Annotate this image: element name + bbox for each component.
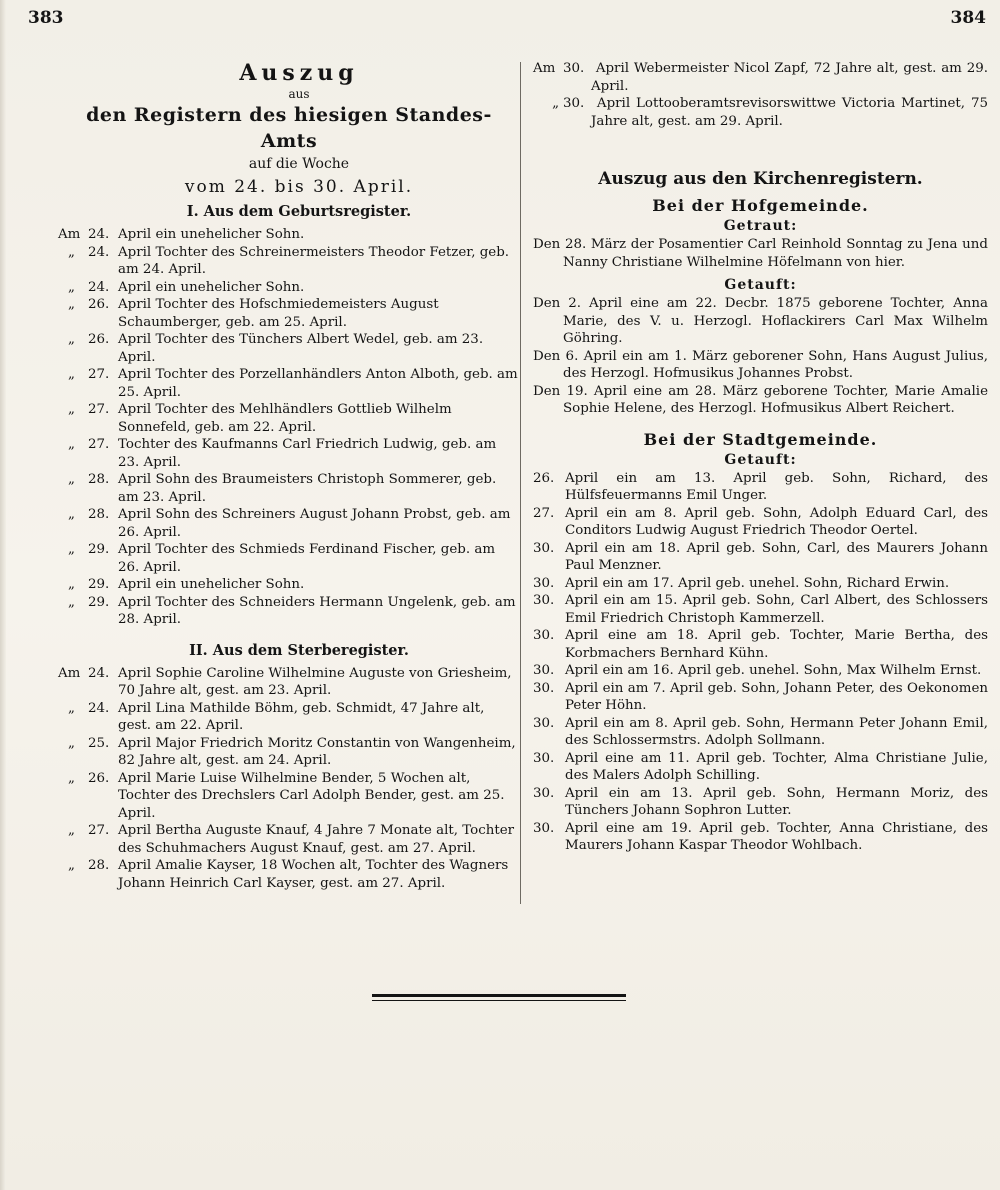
register-entry: [58, 822, 520, 857]
entry-day: 24.: [88, 279, 110, 295]
entry-text: April Tochter des Hofschmiedemeisters August Schaumberger, geb. am 25. April.: [118, 297, 439, 330]
page-number-left: 383: [28, 8, 64, 28]
entry-day: 30.: [533, 663, 555, 678]
closing-rule-thin: [372, 1000, 626, 1001]
entry-date-prefix: [533, 60, 591, 78]
page-edge-shadow: [0, 0, 6, 1190]
register-entry: [58, 665, 520, 700]
church-entry: Den 28. März der Posamentier Carl Reinhold Sonntag zu Jena und Nanny Christiane Wilhelmine Höfelmann von hier.: [533, 237, 988, 270]
church-entry: [533, 627, 988, 662]
entry-text: April Tochter des Porzellanhändlers Anton Alboth, geb. am 25. April.: [118, 367, 518, 400]
entry-ditto-mark: „: [68, 770, 75, 786]
entry-day: 24.: [88, 700, 110, 716]
entry-date-prefix: [58, 665, 118, 683]
entry-ditto-mark: „: [68, 402, 75, 417]
header-woche: auf die Woche: [248, 156, 350, 172]
entry-date-prefix: [58, 576, 118, 594]
entry-text: April Bertha Auguste Knauf, 4 Jahre 7 Monate alt, Tochter des Schuhmachers August Knauf, gest. am 27. April.: [118, 823, 515, 856]
entry-day: 30.: [533, 540, 555, 556]
entry-day: 27.: [88, 437, 110, 452]
entry-date-prefix: [58, 436, 118, 454]
court-baptized-heading: Getauft:: [724, 277, 797, 293]
entry-ditto-mark: Am: [533, 61, 556, 76]
entry-date-prefix: [58, 296, 118, 314]
entry-day: 24.: [88, 244, 110, 260]
entry-date-prefix: [58, 541, 118, 559]
register-entry: [58, 471, 520, 506]
entry-day: 30.: [533, 715, 555, 731]
town-parish-heading: Bei der Stadtgemeinde.: [643, 429, 878, 449]
entry-date-prefix: [533, 95, 591, 113]
entry-day: 30.: [533, 750, 555, 766]
entry-text: April Lina Mathilde Böhm, geb. Schmidt, 47 Jahre alt, gest. am 22. April.: [118, 700, 485, 733]
entry-text: April Tochter des Schreinermeisters Theodor Fetzer, geb. am 24. April.: [118, 244, 510, 277]
entry-text: April Tochter des Tünchers Albert Wedel, geb. am 23. April.: [118, 332, 484, 365]
death-register-heading: II. Aus dem Sterberegister.: [189, 641, 409, 659]
register-entry: [58, 366, 520, 401]
entry-date-prefix: [58, 471, 118, 489]
entry-day: 30.: [533, 593, 555, 608]
register-entry: [533, 60, 988, 95]
entry-text: April Sophie Caroline Wilhelmine Auguste von Griesheim, 70 Jahre alt, gest. am 23. April.: [118, 665, 512, 698]
entry-text: April ein unehelicher Sohn.: [118, 227, 305, 242]
register-entry: [58, 279, 520, 297]
right-column: [533, 60, 988, 855]
column-divider: [520, 62, 521, 904]
register-entry: [58, 331, 520, 366]
register-entry: [58, 296, 520, 331]
death-register-list: [58, 665, 520, 893]
married-heading: Getraut:: [723, 218, 798, 234]
entry-ditto-mark: „: [68, 858, 75, 873]
entry-ditto-mark: „: [68, 472, 75, 487]
entry-text: April Sohn des Schreiners August Johann Probst, geb. am 26. April.: [118, 507, 511, 540]
entry-date-prefix: [58, 244, 118, 262]
register-entry: [533, 95, 988, 130]
entry-text: April ein am 18. April geb. Sohn, Carl, des Maurers Johann Paul Menzner.: [565, 540, 988, 573]
church-entry: [533, 750, 988, 785]
entry-day: 29.: [88, 594, 110, 610]
register-entry: [58, 576, 520, 594]
entry-text: Tochter des Kaufmanns Carl Friedrich Ludwig, geb. am 23. April.: [118, 437, 497, 470]
entry-text: April Major Friedrich Moritz Constantin von Wangenheim, 82 Jahre alt, gest. am 24. April.: [118, 735, 516, 768]
entry-text: April ein unehelicher Sohn.: [118, 577, 305, 592]
entry-ditto-mark: Am: [58, 665, 81, 681]
entry-ditto-mark: „: [68, 577, 75, 592]
entry-ditto-mark: „: [68, 594, 75, 610]
header-dates: vom 24. bis 30. April.: [184, 177, 414, 197]
entry-ditto-mark: „: [68, 700, 75, 716]
entry-text: April ein unehelicher Sohn.: [118, 279, 305, 295]
entry-date-prefix: [58, 822, 118, 840]
church-entry: Den 2. April eine am 22. Decbr. 1875 geborene Tochter, Anna Marie, des V. u. Herzogl. Hoflackirers Carl Max Wilhelm Göhring.: [533, 296, 988, 346]
entry-day: 30.: [533, 575, 555, 591]
entry-day: 27.: [533, 505, 555, 521]
church-entry: [533, 575, 988, 593]
entry-ditto-mark: „: [68, 244, 75, 260]
entry-text: April ein am 15. April geb. Sohn, Carl Albert, des Schlossers Emil Friedrich Christoph Kammerzell.: [565, 593, 988, 626]
church-registers-heading: Auszug aus den Kirchenregistern.: [598, 169, 923, 189]
entry-date-prefix: [58, 226, 118, 244]
entry-ditto-mark: „: [68, 297, 75, 312]
register-entry: [58, 506, 520, 541]
entry-date-prefix: [58, 366, 118, 384]
register-entry: [58, 401, 520, 436]
entry-date-prefix: [58, 857, 118, 875]
entry-text: April ein am 16. April geb. unehel. Sohn, Max Wilhelm Ernst.: [565, 663, 982, 678]
entry-day: 30.: [533, 785, 555, 801]
church-entry: [533, 820, 988, 855]
page-number-right: 384: [950, 8, 986, 28]
entry-day: 25.: [88, 735, 110, 751]
entry-day: 28.: [88, 858, 110, 873]
register-entry: [58, 857, 520, 892]
header-title: Auszug: [239, 60, 359, 86]
entry-text: April ein am 17. April geb. unehel. Sohn, Richard Erwin.: [565, 575, 950, 591]
left-column: [58, 60, 520, 892]
entry-day: 26.: [88, 770, 110, 786]
entry-date-prefix: [58, 735, 118, 753]
entry-date-prefix: [58, 401, 118, 419]
entry-day: 30.: [533, 820, 555, 836]
closing-rule-thick: [372, 994, 626, 997]
entry-date-prefix: [58, 770, 118, 788]
entry-ditto-mark: „: [552, 96, 559, 111]
register-entry: [58, 735, 520, 770]
entry-text: April ein am 13. April geb. Sohn, Richard, des Hülfsfeuermanns Emil Unger.: [565, 470, 988, 503]
birth-register-heading: I. Aus dem Geburtsregister.: [186, 203, 412, 220]
entry-ditto-mark: Am: [58, 227, 81, 242]
entry-date-prefix: [58, 331, 118, 349]
church-entry: [533, 662, 988, 680]
church-entry: [533, 715, 988, 750]
register-entry: [58, 226, 520, 244]
entry-day: 29.: [88, 577, 110, 592]
entry-day: 24.: [88, 665, 110, 681]
entry-day: 24.: [88, 227, 110, 242]
death-register-continued: [533, 60, 988, 130]
entry-ditto-mark: „: [68, 823, 75, 838]
entry-day: 26.: [533, 470, 555, 486]
birth-register-list: [58, 226, 520, 629]
entry-date-prefix: [58, 594, 118, 612]
entry-text: April ein am 13. April geb. Sohn, Hermann Moriz, des Tünchers Johann Sophron Lutter.: [565, 785, 988, 818]
entry-text: April Lottooberamtsrevisorswittwe Victoria Martinet, 75 Jahre alt, gest. am 29. April.: [591, 96, 988, 129]
entry-text: April eine am 18. April geb. Tochter, Marie Bertha, des Korbmachers Bernhard Kühn.: [565, 628, 988, 661]
entry-text: April ein am 8. April geb. Sohn, Adolph Eduard Carl, des Conditors Ludwig August Friedrich Theodor Oertel.: [565, 505, 988, 538]
entry-text: April Webermeister Nicol Zapf, 72 Jahre alt, gest. am 29. April.: [591, 61, 988, 94]
entry-date-prefix: [58, 700, 118, 718]
entry-text: April Tochter des Mehlhändlers Gottlieb Wilhelm Sonnefeld, geb. am 22. April.: [118, 402, 452, 435]
church-entry: [533, 785, 988, 820]
entry-day: 27.: [88, 823, 110, 838]
entry-text: April Tochter des Schneiders Hermann Ungelenk, geb. am 28. April.: [118, 594, 516, 627]
entry-text: April Sohn des Braumeisters Christoph Sommerer, geb. am 23. April.: [118, 472, 497, 505]
entry-text: April Tochter des Schmieds Ferdinand Fischer, geb. am 26. April.: [118, 542, 496, 575]
entry-ditto-mark: „: [68, 542, 75, 557]
registry-header: [58, 60, 520, 200]
court-baptized-list: [533, 295, 988, 418]
register-entry: [58, 541, 520, 576]
entry-day: 30.: [533, 628, 555, 643]
entry-day: 30.: [563, 61, 585, 76]
entry-day: 30.: [563, 96, 585, 111]
entry-day: 30.: [533, 680, 555, 696]
entry-day: 27.: [88, 402, 110, 417]
entry-ditto-mark: „: [68, 437, 75, 452]
register-entry: [58, 244, 520, 279]
entry-day: 26.: [88, 332, 110, 347]
entry-ditto-mark: „: [68, 735, 75, 751]
church-entry: Den 6. April ein am 1. März geborener Sohn, Hans August Julius, des Herzogl. Hofmusikus Johannes Probst.: [533, 348, 988, 381]
register-entry: [58, 594, 520, 629]
entry-text: April ein am 8. April geb. Sohn, Hermann Peter Johann Emil, des Schlossermstrs. Adolph Sollmann.: [565, 715, 988, 748]
entry-day: 29.: [88, 542, 110, 557]
entry-date-prefix: [58, 506, 118, 524]
church-entry: Den 19. April eine am 28. März geborene Tochter, Marie Amalie Sophie Helene, des Herzogl. Hofmusikus Albert Reichert.: [533, 383, 988, 416]
entry-text: April eine am 19. April geb. Tochter, Anna Christiane, des Maurers Johann Kaspar Theodor Wohlbach.: [565, 820, 988, 853]
entry-text: April Amalie Kayser, 18 Wochen alt, Tochter des Wagners Johann Heinrich Carl Kayser, gest. am 27. April.: [118, 858, 509, 891]
register-entry: [58, 770, 520, 823]
entry-ditto-mark: „: [68, 507, 75, 522]
entry-ditto-mark: „: [68, 332, 75, 347]
register-entry: [58, 436, 520, 471]
church-entry: [533, 680, 988, 715]
header-aus: aus: [288, 87, 310, 101]
entry-day: 28.: [88, 507, 110, 522]
entry-day: 26.: [88, 297, 110, 312]
closing-rule: [372, 994, 626, 1001]
town-baptized-heading: Getauft:: [724, 451, 797, 468]
entry-day: 28.: [88, 472, 110, 487]
register-entry: [58, 700, 520, 735]
entry-text: April eine am 11. April geb. Tochter, Alma Christiane Julie, des Malers Adolph Schilling.: [565, 750, 988, 783]
church-entry: [533, 505, 988, 540]
entry-date-prefix: [58, 279, 118, 297]
entry-ditto-mark: „: [68, 367, 75, 382]
married-list: [533, 236, 988, 271]
entry-text: April Marie Luise Wilhelmine Bender, 5 Wochen alt, Tochter des Drechslers Carl Adolph Bender, gest. am 25. April.: [118, 770, 505, 821]
entry-day: 27.: [88, 367, 110, 382]
entry-ditto-mark: „: [68, 279, 75, 295]
church-entry: [533, 470, 988, 505]
entry-text: April ein am 7. April geb. Sohn, Johann Peter, des Oekonomen Peter Höhn.: [565, 680, 988, 713]
court-parish-heading: Bei der Hofgemeinde.: [652, 196, 869, 215]
church-entry: [533, 540, 988, 575]
header-registers: den Registern des hiesigen Standes-Amts: [86, 104, 492, 152]
town-baptized-list: [533, 470, 988, 855]
church-entry: [533, 592, 988, 627]
